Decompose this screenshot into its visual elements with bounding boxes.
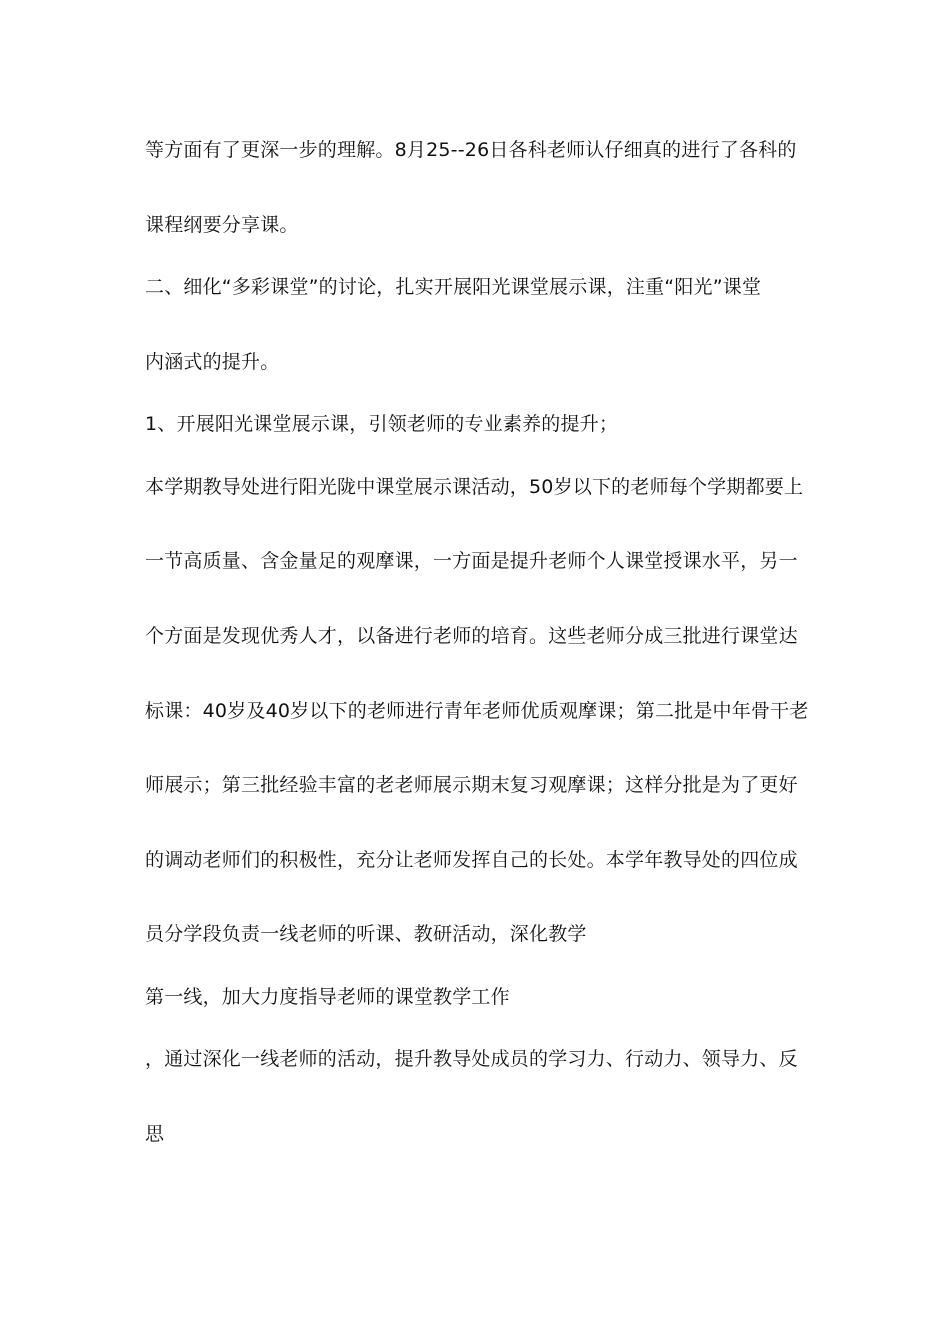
text-line-15: 思	[145, 1123, 165, 1145]
text-line-6: 本学期教导处进行阳光陇中课堂展示课活动，50岁以下的老师每个学期都要上	[145, 476, 804, 498]
text-line-14: ，通过深化一线老师的活动，提升教导处成员的学习力、行动力、领导力、反	[145, 1048, 798, 1070]
text-line-3: 二、细化“多彩课堂”的讨论，扎实开展阳光课堂展示课，注重“阳光”课堂	[145, 276, 762, 298]
text-line-5: 1、开展阳光课堂展示课，引领老师的专业素养的提升；	[145, 413, 619, 435]
text-line-12: 员分学段负责一线老师的听课、教研活动，深化教学	[145, 923, 587, 945]
text-line-2: 课程纲要分享课。	[145, 214, 299, 236]
text-line-8: 个方面是发现优秀人才，以备进行老师的培育。这些老师分成三批进行课堂达	[145, 625, 798, 647]
text-line-11: 的调动老师们的积极性，充分让老师发挥自己的长处。本学年教导处的四位成	[145, 849, 798, 871]
text-line-7: 一节高质量、含金量足的观摩课，一方面是提升老师个人课堂授课水平，另一	[145, 550, 798, 572]
text-line-1: 等方面有了更深一步的理解。8月25--26日各科老师认仔细真的进行了各科的	[145, 139, 797, 161]
text-line-9: 标课：40岁及40岁以下的老师进行青年老师优质观摩课；第二批是中年骨干老	[145, 700, 809, 722]
text-line-10: 师展示；第三批经验丰富的老老师展示期末复习观摩课；这样分批是为了更好	[145, 774, 798, 796]
text-line-13: 第一线，加大力度指导老师的课堂教学工作	[145, 986, 510, 1008]
text-line-4: 内涵式的提升。	[145, 351, 280, 373]
